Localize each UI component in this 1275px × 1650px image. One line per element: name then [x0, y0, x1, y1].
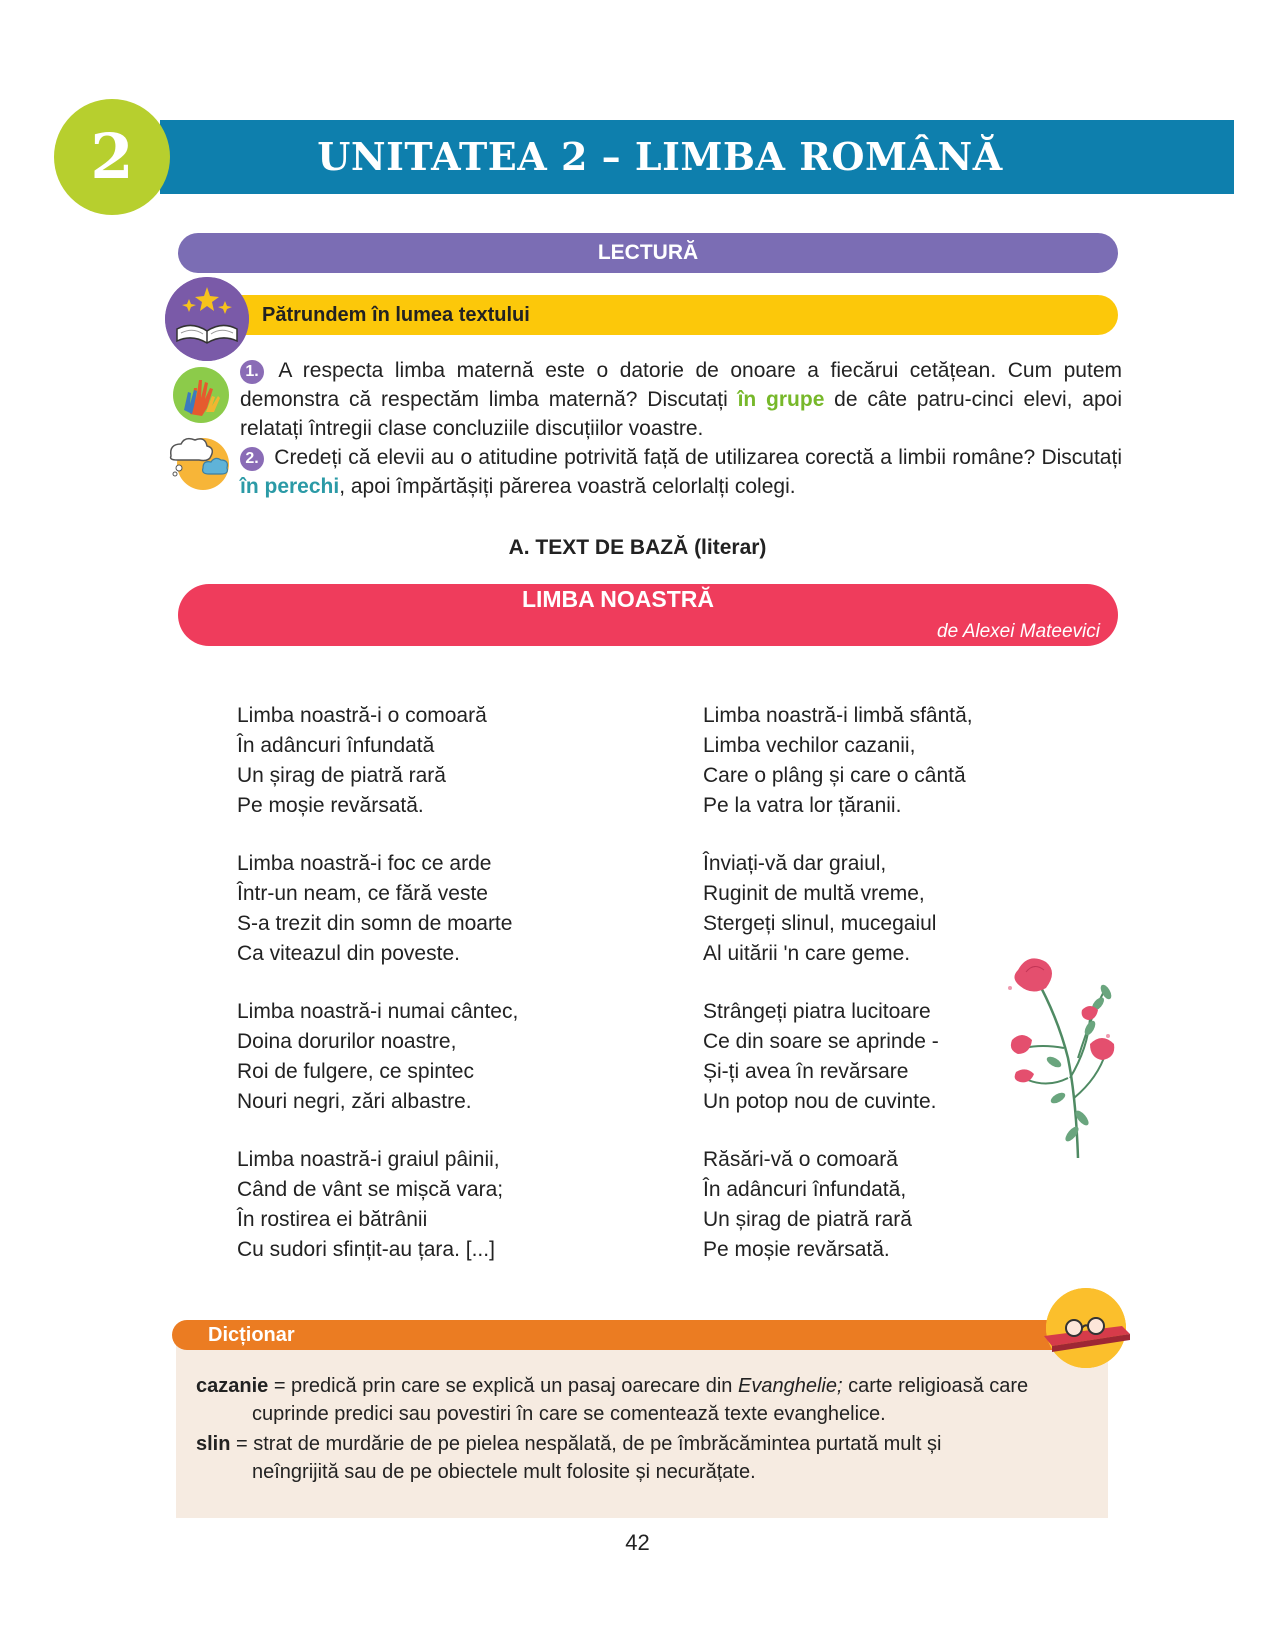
- flower-illustration: [998, 948, 1134, 1165]
- poem-line: Înviați-vă dar graiul,: [703, 852, 887, 875]
- poem-line: Ruginit de multă vreme,: [703, 882, 925, 905]
- task-number-badge: 1.: [240, 360, 264, 384]
- poem-line: Când de vânt se mișcă vara;: [237, 1178, 504, 1201]
- poem-author: de Alexei Mateevici: [937, 621, 1100, 642]
- page-number: 42: [625, 1530, 650, 1555]
- text-section-heading: A. TEXT DE BAZĂ (literar): [508, 536, 767, 559]
- poem-line: Limba noastră-i graiul pâinii,: [237, 1148, 500, 1171]
- thought-clouds-icon: [163, 432, 233, 497]
- task-text: de câte patru-cinci elevi, apoi relatați întregii clase concluziile discuțiilor voastre.: [240, 388, 1122, 440]
- task-highlight: în perechi: [240, 475, 340, 498]
- subsection-title: Pătrundem în lumea textului: [262, 304, 530, 326]
- poem-line: Strângeți piatra lucitoare: [703, 1000, 931, 1023]
- task-text: Credeți că elevii au o atitudine potrivită față de utilizarea corectă a limbii române? Discutați: [268, 446, 1122, 469]
- poem-line: Ce din soare se aprinde -: [703, 1030, 939, 1053]
- open-book-icon: [165, 277, 249, 361]
- poem-line: Stergeți slinul, mucegaiul: [703, 912, 937, 935]
- poem-line: Ca viteazul din poveste.: [237, 942, 460, 965]
- poem-line: S-a trezit din somn de moarte: [237, 912, 513, 935]
- poem-stanza: [237, 849, 512, 969]
- poem-line: Cu sudori sfințit-au țara. [...]: [237, 1238, 495, 1261]
- poem-line: Limba noastră-i limbă sfântă,: [703, 704, 973, 727]
- dictionary-entry: [196, 1430, 1094, 1486]
- poem-line: Pe moșie revărsată.: [237, 794, 424, 817]
- dictionary-entry: [196, 1372, 1094, 1428]
- task-highlight: în grupe: [737, 388, 825, 411]
- task-text: A respecta limba maternă este o datorie de onoare a fiecărui cetățean. Cum putem demonstra că respectăm limba maternă? Discutați: [240, 359, 1122, 411]
- unit-number-badge: 2: [54, 99, 170, 215]
- dictionary-definition: carte religioasă care: [842, 1375, 1029, 1397]
- dictionary-label: Dicționar: [208, 1324, 295, 1346]
- poem-line: Un potop nou de cuvinte.: [703, 1090, 937, 1113]
- poem-line: În rostirea ei bătrânii: [237, 1208, 428, 1231]
- poem-stanza: [703, 997, 939, 1117]
- poem-line: Limba noastră-i o comoară: [237, 704, 487, 727]
- poem-stanza: [703, 1145, 912, 1265]
- poem-line: Doina dorurilor noastre,: [237, 1030, 457, 1053]
- poem-line: Limba noastră-i numai cântec,: [237, 1000, 519, 1023]
- poem-stanza: [703, 701, 973, 821]
- poem-line: Care o plâng și care o cântă: [703, 764, 966, 787]
- dictionary-term: slin: [196, 1433, 231, 1455]
- task-2: [240, 443, 1122, 501]
- poem-line: Un șirag de piatră rară: [237, 764, 446, 787]
- unit-title: UNITATEA 2 – LIMBA ROMÂNĂ: [317, 134, 1003, 179]
- section-label: LECTURĂ: [178, 233, 1118, 273]
- poem-line: Într-un neam, ce fără veste: [237, 882, 488, 905]
- poem-line: Al uitării 'n care geme.: [703, 942, 911, 965]
- poem-line: Pe la vatra lor țăranii.: [703, 794, 902, 817]
- poem-line: Limba vechilor cazanii,: [703, 734, 916, 757]
- poem-line: În adâncuri înfundată: [237, 734, 435, 757]
- poem-line: Roi de fulgere, ce spintec: [237, 1060, 474, 1083]
- dictionary-term: cazanie: [196, 1375, 269, 1397]
- poem-stanza: [703, 849, 936, 969]
- dictionary-definition-continued: cuprinde predici sau povestiri în care se comentează texte evanghelice.: [252, 1403, 886, 1425]
- poem-stanza: [237, 1145, 503, 1265]
- hands-icon: [172, 366, 230, 429]
- poem-stanza: [237, 701, 487, 821]
- task-1: [240, 356, 1122, 443]
- dictionary-definition-continued: neîngrijită sau de pe obiectele mult folosite și necurățate.: [252, 1461, 756, 1483]
- task-number-badge: 2.: [240, 447, 264, 471]
- dictionary-tab: [172, 1320, 1108, 1350]
- poem-line: Răsări-vă o comoară: [703, 1148, 898, 1171]
- poem-line: Un șirag de piatră rară: [703, 1208, 912, 1231]
- poem-title: LIMBA NOASTRĂ: [521, 586, 715, 612]
- poem-line: În adâncuri înfundată,: [703, 1178, 907, 1201]
- poem-line: Nouri negri, zări albastre.: [237, 1090, 472, 1113]
- book-glasses-icon: [1046, 1288, 1126, 1368]
- poem-stanza: [237, 997, 518, 1117]
- poem-line: Pe moșie revărsată.: [703, 1238, 890, 1261]
- dictionary-definition: = strat de murdărie de pe pielea nespălată, de pe îmbrăcămintea purtată mult și: [230, 1433, 942, 1455]
- poem-line: Și-ți avea în revărsare: [703, 1060, 909, 1083]
- task-text: , apoi împărtășiți părerea voastră celorlalți colegi.: [339, 475, 796, 498]
- dictionary-definition: = predică prin care se explică un pasaj oarecare din: [268, 1375, 738, 1397]
- dictionary-italic: Evanghelie;: [737, 1375, 843, 1397]
- poem-line: Limba noastră-i foc ce arde: [237, 852, 492, 875]
